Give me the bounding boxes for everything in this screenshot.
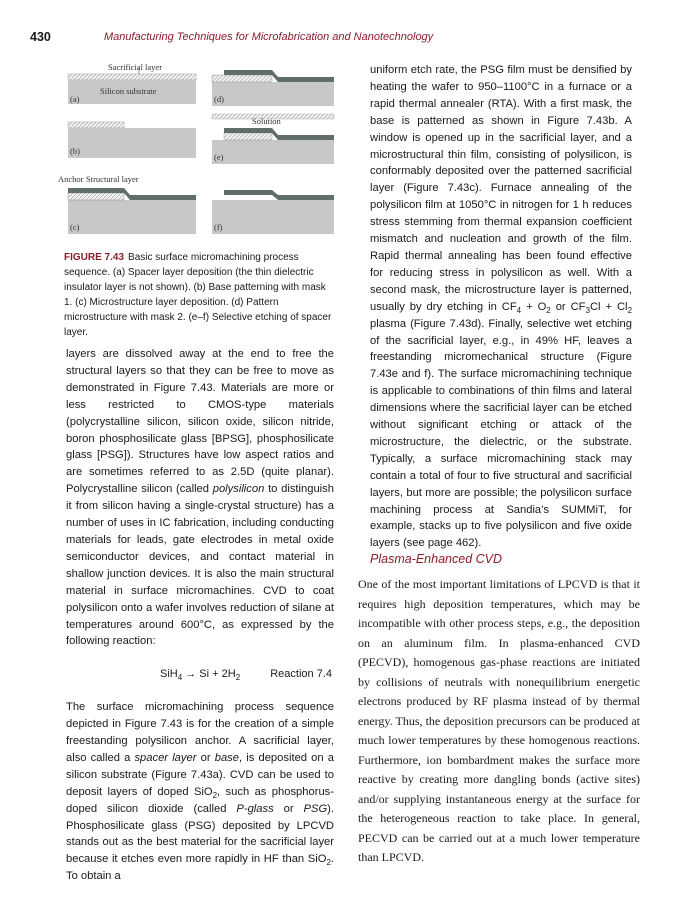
substrate-b: [68, 128, 196, 158]
right-column: [370, 62, 632, 552]
substrate-c: [68, 200, 196, 234]
panel-label-f: (f): [214, 222, 223, 232]
equation-body: $SiH_4 \to Si + 2H_2$: [160, 668, 241, 683]
page-header: [30, 30, 675, 50]
reaction-equation: [160, 666, 332, 683]
process-diagram: [58, 62, 336, 242]
running-title: Manufacturing Techniques for Microfabrication and Nanotechnology: [104, 31, 434, 43]
left-paragraph-1: layers are dissolved away at the end to free the structural layers so that they can be free to move as demonstrated in Figure 7.43. Materials are more or less restricted to CMOS-type materials (polycrystalline silicon, silicon oxide, silicon nitride, boron phosphosilicate glass [BPSG], phosphosilicate glass [PSG]). Structures have low aspect ratios and are sometimes referred to as 2.5D (quite planar). Polycrystalline silicon (called polysilicon to distinguish it from silicon having a single-crystal structure) has a number of uses in IC fabrication, including conducting materials for leads, gate electrodes in metal oxide semiconductor devices, and contact material in shallow junction devices. It is also the main structural material in surface micromachines. CVD to coat polysilicon onto a wafer involves reduction of silane at temperatures around 600°C, as expressed by the following reaction:: [66, 348, 334, 648]
label-structural-layer: Structural layer: [86, 174, 139, 184]
section-body: [358, 575, 640, 868]
panel-d: [212, 70, 334, 106]
caption-text: Basic surface micromachining process sequence. (a) Spacer layer deposition (the thin dielectric insulator layer is not shown). (b) Base patterning with mask 1. (c) Microstructure layer deposition. (d) Pattern microstructure with mask 2. (e–f) Selective etching of spacer layer.: [64, 252, 332, 338]
left-paragraph-2: The surface micromachining process sequence depicted in Figure 7.43 is for the creation of a simple freestanding polysilicon anchor. A sacrificial layer, also called a spacer layer or base, is deposited on a silicon substrate (Figure 7.43a). CVD can be used to deposit layers of doped SiO$_2$, such as phosphorus-doped silicon dioxide (called P-glass or PSG). Phosphosilicate glass (PSG) deposited by LPCVD stands out as the best material for the sacrificial layer because it etches even more rapidly in HF than SiO$_2$. To obtain a: [66, 701, 334, 883]
sacrificial-layer-a: [68, 74, 196, 80]
panel-a: [68, 62, 196, 104]
panel-f: [212, 190, 334, 234]
label-solution: Solution: [252, 116, 281, 126]
figure-7-43: [58, 62, 336, 242]
equation-label: Reaction 7.4: [270, 668, 332, 681]
label-anchor: Anchor: [58, 174, 84, 184]
panel-label-b: (b): [70, 146, 80, 156]
panel-b: [68, 122, 196, 158]
page-number: 430: [30, 30, 51, 44]
figure-caption: [64, 250, 336, 340]
section-paragraph: One of the most important limitations of LPCVD is that it requires high deposition temperatures, which may be incompatible with other process steps, e.g., the deposition on an aluminum film. In plasma-enhanced CVD (PECVD), homogenous gas-phase reactions are initiated by collisions of neutrals with nonequilibrium energetic electrons produced by RF plasma instead of by thermal energy. Thus, the deposition precursors can be produced at much lower temperatures by these homogenous reactions. Furthermore, ion bombardment makes the surface more reactive by creating more dangling bonds (active sites) and/or supplying instantaneous energy at the surface for the heterogeneous reaction to take place. In general, PECVD can be carried out at a much lower temperature than LPCVD.: [358, 577, 640, 864]
left-column: [66, 346, 334, 885]
label-silicon-substrate: Silicon substrate: [100, 86, 157, 96]
panel-e: [212, 114, 334, 164]
panel-c: [58, 174, 196, 234]
label-sacrificial-layer: Sacrificial layer: [108, 62, 163, 72]
section-heading: Plasma-Enhanced CVD: [370, 552, 503, 566]
panel-label-e: (e): [214, 152, 224, 162]
right-paragraph-1: uniform etch rate, the PSG film must be densified by heating the wafer to 950–1100°C in a furnace or a rapid thermal annealer (RTA). With a first mask, the base is patterned as shown in Figure 7.43b. A window is opened up in the sacrificial layer, and a microstructural thin film, consisting of polysilicon, is conformably deposited over the patterned sacrificial layer (Figure 7.43c). Furnace annealing of the polysilicon film at 1050°C in nitrogen for 1 h reduces stress stemming from thermal expansion coefficient mismatch and nucleation and growth of the film. Rapid thermal annealing has been found effective for reducing stress in polysilicon as well. With a second mask, the microstructure layer is patterned, usually by dry etching in $CF_4 + O_2$ or $CF_3Cl + Cl_2$ plasma (Figure 7.43d). Finally, selective wet etching of the sacrificial layer, e.g., in 49% HF, leaves a freestanding micromechanical structure (Figure 7.43e and f). The surface micromachining technique is applicable to combinations of thin films and lateral dimensions where the sacrificial layer can be etched without significant etching or attack of the microstructure, the dielectric, or the substrate. Typically, a surface micromachining stack may contain a total of four to five structural and sacrificial layers, but more are possible; the polysilicon surface machining process at Sandia’s SUMMiT, for example, stacks up to five polysilicon and five oxide layers (see page 462).: [370, 64, 633, 550]
panel-label-a: (a): [70, 94, 80, 104]
panel-label-d: (d): [214, 94, 224, 104]
caption-label: FIGURE 7.43: [64, 252, 125, 263]
panel-label-c: (c): [70, 222, 80, 232]
